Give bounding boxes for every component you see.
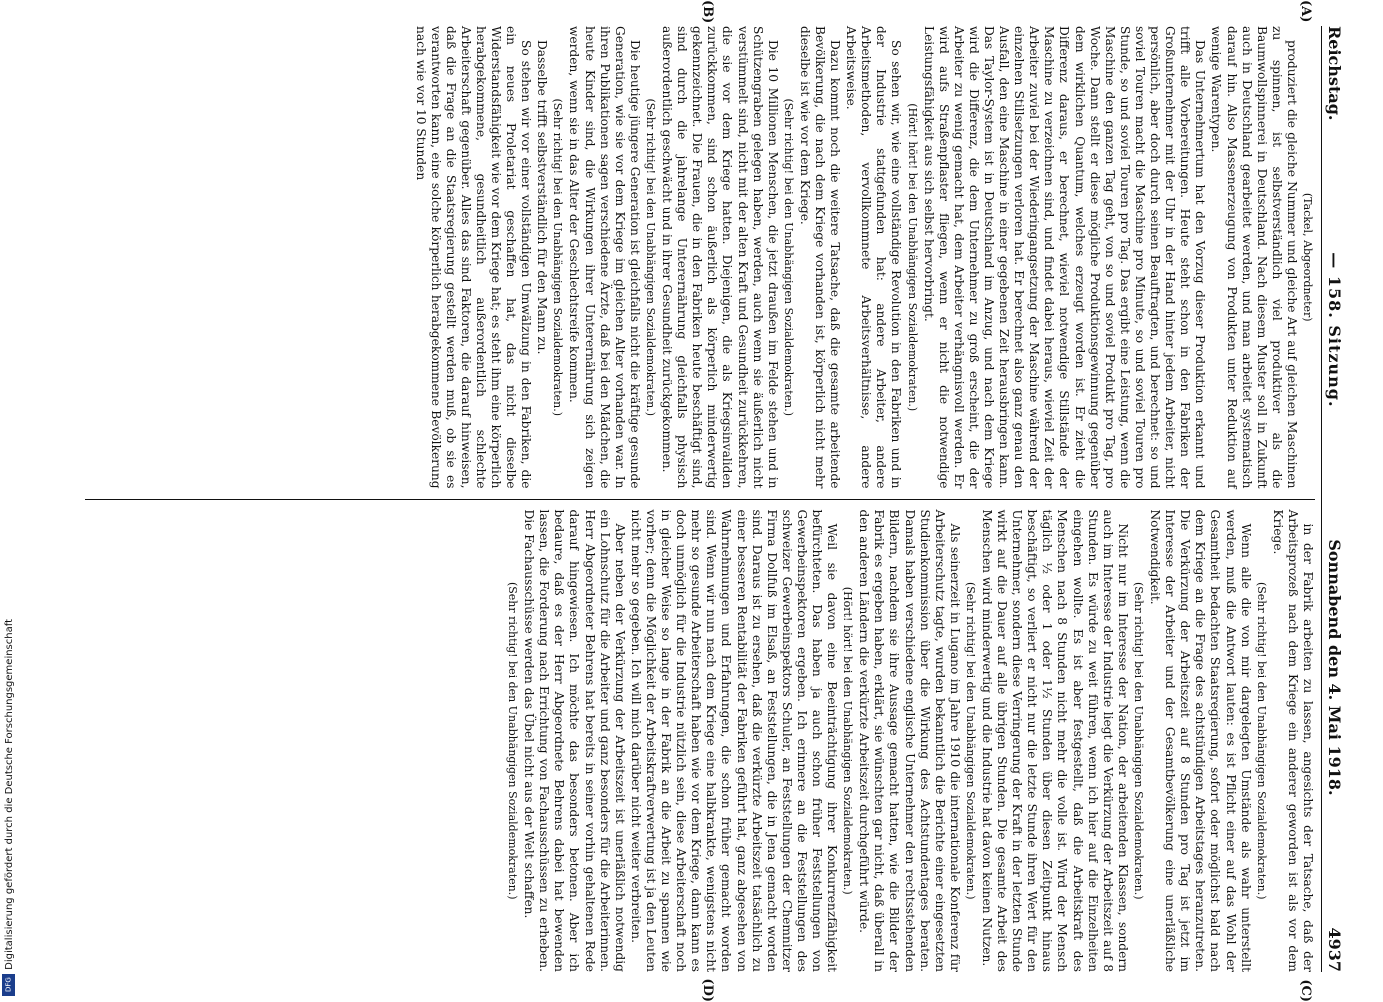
marker-c: (C) (1298, 979, 1313, 1002)
columns (85, 0, 1315, 1002)
interjection: (Tackel, Abgeordneter) (1301, 192, 1314, 322)
header-title: Reichstag. (1325, 26, 1344, 121)
paragraph: Dasselbe trifft selbstverständlich für den Mann zu. (535, 40, 550, 355)
scanned-page (58, 0, 1348, 1002)
digitization-note (2, 0, 16, 1000)
interjection: (Sehr richtig! bei den Unabhängigen Sozialdemokraten.) (1254, 581, 1268, 900)
marker-d: (D) (700, 978, 715, 1002)
interjection: (Sehr richtig! bei den Unabhängigen Sozialdemokraten.) (963, 581, 977, 900)
interjection: (Sehr richtig! bei den Unabhängigen Sozialdemokraten.) (551, 98, 565, 417)
right-column (85, 499, 1315, 1002)
paragraph: Weil sie davon eine Beeinträchtigung ihrer Konkurrenzfähigkeit befürchteten. Das haben ja auch schon früher Feststellungen von Gewerbeinspektoren ergeben. Ich erinnere an die Feststellungen des schweizer Gewerbeinspektors Schuler, an Feststellungen der Chemnitzer Firma Dollfuß im Elsaß, an Feststellungen, die in Jena gemacht worden sind. Daraus ist zu ersehen, daß die verkürzte Arbeitszeit tatsächlich zu einer besseren Rentabilität der Fabriken geführt hat, ganz abgesehen von Wahrnehmungen und Erfahrungen, die schon früher gemacht worden sind. Wenn wir nun nach dem Kriege eine halbkrankte, wenigstens nicht mehr so gesunde Arbeiterschaft haben wie vor dem Kriege, dann kann es doch unmöglich für die Industrie nützlich sein, diese Arbeiterschaft noch in gleicher Weise so lange in der Fabrik an die Arbeit zu spannen wie vorher; denn die Möglichkeit der Arbeitskraftverwertung ist ja den Leuten nicht mehr so gegeben. Ich will mich darüber nicht weiter verbreiten. (628, 509, 840, 972)
interjection: (Sehr richtig! bei den Unabhängigen Sozialdemokraten.) (1131, 581, 1145, 900)
header-date: Sonnabend den 4. Mai 1918. (1325, 539, 1344, 796)
paragraph: Als seinerzeit in Lugano im Jahre 1910 die internationale Konferenz für Arbeiterschutz tagte, wurden bekanntlich die Berichte einer eingesetzten Studienkommission über die Wirkung des Achtstundentages beraten. Damals haben verschiedene englische Unternehmer den rechtsstehenden Bildern, nachdem sie ihre Aussage gemacht hatten, wie die Bilder der Fabrik es ergeben haben, erklärt, sie wünschten gar nicht, daß überall in den anderen Ländern die verkürzte Arbeitszeit durchgeführt würde. (857, 509, 962, 972)
paragraph: Nicht nur im Interesse der Nation, der arbeitenden Klassen, sondern auch im Interesse der Industrie liegt die Verkürzung der Arbeitszeit auf 8 Stunden. Es würde zu weit führen, wenn ich hier auf die Einzelheiten eingehen wollte. Es ist aber festgestellt, daß die Arbeitskraft des Menschen nach 8 Stunden nicht mehr die volle ist. Wird der Mensch täglich ½ oder 1 oder 1½ Stunden über diesen Zeitpunkt hinaus beschäftigt, so verliert er nicht nur die letzte Stunde ihren Wert für den Unternehmer, sondern diese Verringerung der Kraft in der letzten Stunde wirkt auf die Dauer auf alle übrigen Stunden. Die gesamte Arbeit des Menschen wird minderwertig und die Industrie hat davon keinen Nutzen. (980, 509, 1130, 972)
dfg-logo: DFG (2, 974, 15, 996)
interjection: (Sehr richtig! bei den Unabhängigen Sozialdemokraten.) (506, 581, 520, 900)
interjection: (Hört! hört! bei den Unabhängigen Sozialdemokraten.) (905, 103, 919, 412)
paragraph: in der Fabrik arbeiten zu lassen, angesichts der Tatsache, daß der Arbeitsprozeß nach dem Kriege ein anderer geworden ist als vor dem Kriege. (1270, 509, 1315, 972)
paragraph: So stehen wir vor einer vollständigen Umwälzung in den Fabriken, die ein neues Proletariat geschaffen hat, das nicht dieselbe Widerstandsfähigkeit wie vor dem Kriege hat; es steht ihm eine körperlich herabgekommene, gesundheitlich außerordentlich schlechte Arbeiterschaft gegenüber. Alles das sind Faktoren, die darauf hinweisen, daß die Frage an die Staatsregierung gestellt werden muß, ob sie es verantworten kann, eine solche körperlich herabgekommene Bevölkerung nach wie vor 10 Stunden (413, 26, 534, 489)
paragraph: Wenn alle die von mir dargelegten Umstände als wahr unterstellt werden, muß die Antwort lauten: es ist Pflicht einer auf das Wohl der Gesamtheit bedachten Staatsregierung, sofort oder möglichst bald nach dem Kriege an die Frage des achtstündigen Arbeitstages heranzutreten. Die Verkürzung der Arbeitszeit auf 8 Stunden pro Tag ist jetzt im Interesse der Arbeiter und der Gesamtbevölkerung eine unerläßliche Notwendigkeit. (1148, 509, 1253, 972)
digitization-note-text: Digitalisierung gefördert durch die Deutsche Forschungsgemeinschaft (3, 619, 15, 970)
paragraph: Dazu kommt noch die weitere Tatsache, daß die gesamte arbeitende Bevölkerung, die nach dem Kriege vorhanden ist, körperlich nicht mehr dieselbe ist wie vor dem Kriege. (797, 26, 843, 489)
left-column (85, 0, 1315, 489)
paragraph: So sehen wir, wie eine vollständige Revolution in den Fabriken und in der Industrie stattgefunden hat: andere Arbeiter, andere Arbeitsmethoden, vervollkommnete Arbeitsverhältnisse, andere Arbeitsweise. (844, 26, 904, 489)
interjection: (Hört! hört! bei den Unabhängigen Sozialdemokraten.) (841, 586, 855, 895)
paragraph: Aber neben der Verkürzung der Arbeitszeit ist unerläßlich notwendig ein Lohnschutz für die Arbeiter und ganz besonders für die Arbeiterinnen. Herr Abgeordneter Behrens hat bereits in seiner vorhin gehaltenen Rede darauf hingewiesen. Ich möchte das besonders betonen. Aber ich bedaure, daß es der Herr Abgeordnete Behrens dabei hat bewenden lassen, die Forderung nach Errichtung von Fachausschüssen zu erheben. Die Fachausschüsse werden das Übel nicht aus der Welt schaffen. (522, 509, 627, 972)
marker-a: (A) (1298, 0, 1313, 23)
paragraph: Die 10 Millionen Menschen, die jetzt draußen im Felde stehen und in Schützengraben gelegen haben, werden, auch wenn sie äußerlich nicht verstümmelt sind, nicht mit der alten Kraft und Gesundheit zurückkehren, die sie vor dem Kriege hatten. Diejenigen, die als Kriegsinvaliden zurückkommen, sind schon äußerlich als körperlich minderwertig gekennzeichnet. Die Frauen, die in den Fabriken heute beschäftigt sind, sind durch die jahrelange Unterernährung gleichfalls physisch außerordentlich geschwächt und in ihrer Gesundheit zurückgekommen. (660, 26, 780, 489)
paragraph: Die heutige jüngere Generation ist gleichfalls nicht die kräftige gesunde Generation, wie sie vor dem Kriege im gleichen Alter vorhanden war. In ihren Publikationen sagen verschiedene Ärzte, daß bei den Mädchen, die heute Kinder sind, die Wirkungen ihrer Unterernährung sich zeigen werden, wenn sie in das Alter der Geschlechtsreife kommen. (567, 26, 642, 489)
marker-b: (B) (700, 0, 715, 24)
page-header (1321, 26, 1344, 972)
header-session: — 158. Sitzung. (1325, 252, 1344, 408)
interjection: (Sehr richtig! bei den Unabhängigen Sozialdemokraten.) (643, 98, 657, 417)
paragraph: Das Unternehmertum hat den Vorzug dieser Produktion erkannt und trifft alle Vorbereitungen. Heute steht schon in den Fabriken der Großunternehmer mit der Uhr in der Hand hinter jedem Arbeiter, nicht persönlich, aber doch durch seinen Beauftragten, und berechnet: so und soviel Touren macht die Maschine pro Minute, so und soviel Touren pro Stunde, so und soviel Touren pro Tag. Das ergibt eine Leistung, wenn die Maschine den ganzen Tag geht, von so und soviel Produkt pro Tag, pro Woche. Dann stellt er diese mögliche Produktionsgewinnung gegenüber dem wirklichen Quantum, welches erzeugt worden ist. Er zieht die Differenz daraus, er berechnet, wieviel notwendige Stillstände der Maschine zu verzeichnen sind, und findet dabei heraus, wieviel Zeit der Arbeiter zuviel bei der Wiederingangsetzung der Maschine während der einzelnen Stillsetzungen verloren hat. Er berechnet also ganz genau den Ausfall, den eine Maschine in einer gegebenen Zeit herausbringen kann. Das Taylor-System ist in Deutschland im Anzug, und nach dem Kriege wird die Differenz, die dem Unternehmer zu groß erscheint, die der Arbeiter zu wenig gemacht hat, dem Arbeiter verhängnisvoll werden. Er wird aufs Straßenpflaster fliegen, wenn er nicht die notwendige Leistungsfähigkeit aus sich selbst hervorbringt. (921, 26, 1208, 489)
interjection: (Sehr richtig! bei den Unabhängigen Sozialdemokraten.) (781, 98, 795, 417)
page-content (58, 0, 1348, 1002)
paragraph: produziert die gleiche Nummer und gleiche Art auf gleichen Maschinen zu spinnen, ist selbstverständlich viel produktiver als die Baumwollspinnerei in Deutschland. Nach diesem Muster soll in Zukunft auch in Deutschland gearbeitet werden, und man arbeitet systematisch darauf hin. Also Massenerzeugung von Produkten unter Reduktion auf wenige Warentypen. (1209, 26, 1299, 489)
page-number: 4937 (1325, 927, 1344, 972)
